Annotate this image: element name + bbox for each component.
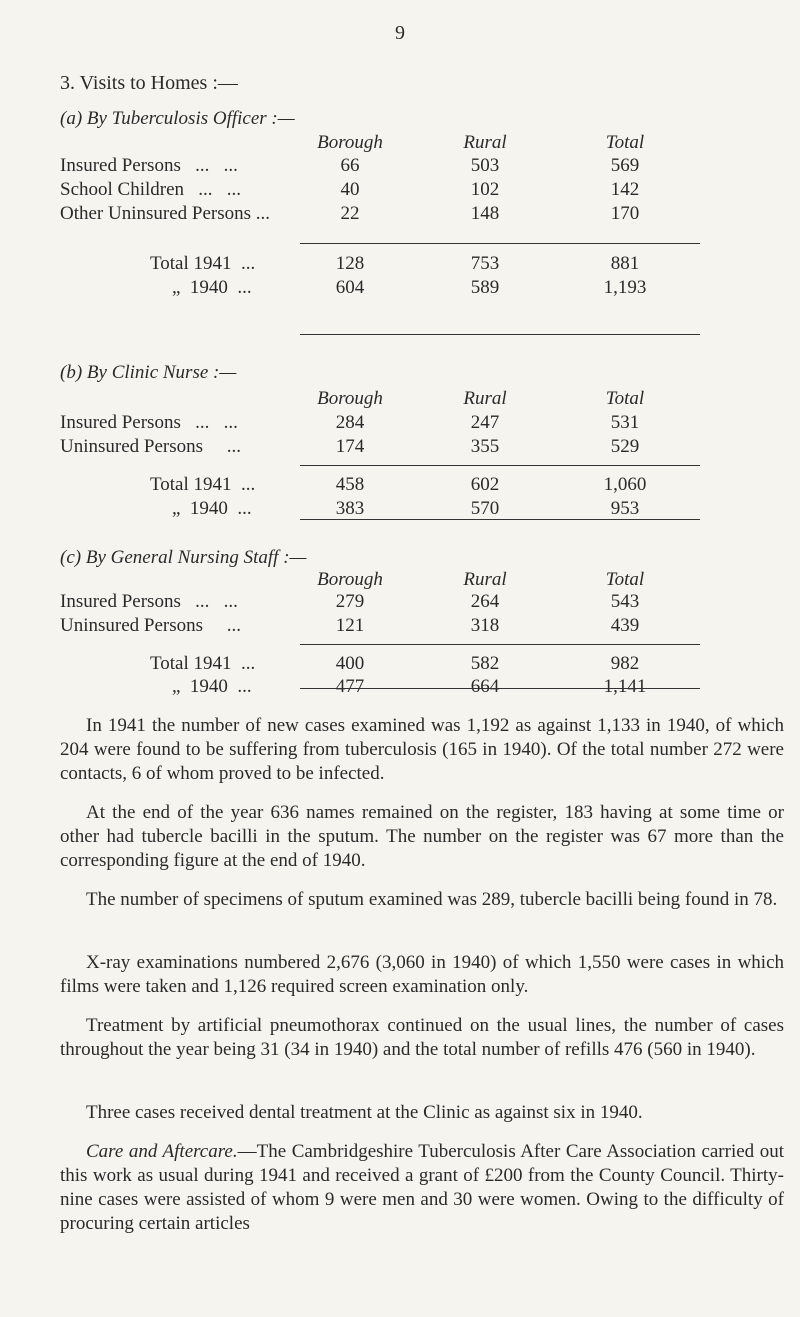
- section-a: [60, 108, 760, 343]
- total-row: „ 1940 ... 477 664 1,141: [172, 676, 647, 697]
- total-row: Total 1941 ... 458 602 1,060: [150, 474, 647, 495]
- section-c: [60, 547, 760, 697]
- table-row: Uninsured Persons ... 174 355 529: [60, 436, 640, 457]
- table-row: School Children ... ... 40 102 142: [60, 179, 640, 200]
- total-row: Total 1941 ... 128 753 881: [150, 253, 640, 274]
- col-total: Total: [605, 132, 645, 153]
- page-number: 9: [395, 22, 405, 44]
- col-rural: Rural: [463, 132, 507, 153]
- col-borough: Borough: [317, 132, 383, 153]
- section-heading: 3. Visits to Homes :—: [60, 72, 238, 94]
- table-row: Other Uninsured Persons ... 22 148 170: [60, 203, 640, 224]
- aftercare-paragraph: [60, 1140, 784, 1236]
- paragraph: Treatment by artificial pneumothorax continued on the usual lines, the number of cases throughout the year being 31 (34 in 1940) and the total number of refills 476 (560 in 1940).: [60, 1015, 784, 1060]
- table-row: Insured Persons ... ... 279 264 543: [60, 591, 640, 612]
- section-b-title: (b) By Clinic Nurse :—: [60, 362, 237, 383]
- divider: [300, 688, 700, 689]
- table-row: Uninsured Persons ... 121 318 439: [60, 615, 640, 636]
- total-row: Total 1941 ... 400 582 982: [150, 653, 640, 674]
- aftercare-text: —The Cambridgeshire Tuberculosis After Care Association carried out this work as usual during 1941 and received a grant of £200 from the County Council. Thirty-nine cases were assisted of whom 9 were men and 30 were women. Owing to the difficulty of procuring certain articles: [60, 1141, 784, 1234]
- section-b: [60, 362, 760, 527]
- aftercare-heading: Care and Aftercare.: [86, 1141, 238, 1162]
- paragraph: The number of specimens of sputum examined was 289, tubercle bacilli being found in 78.: [86, 889, 778, 910]
- divider: [300, 519, 700, 520]
- total-row: „ 1940 ... 604 589 1,193: [172, 277, 647, 298]
- divider: [300, 243, 700, 244]
- paragraph: X-ray examinations numbered 2,676 (3,060 in 1940) of which 1,550 were cases in which films were taken and 1,126 required screen examination only.: [60, 952, 784, 997]
- column-headers: Borough Rural Total: [317, 569, 645, 590]
- table-row: Insured Persons ... ... 66 503 569: [60, 155, 640, 176]
- column-headers: Borough Rural Total: [317, 388, 645, 409]
- divider: [300, 644, 700, 645]
- paragraph: Three cases received dental treatment at the Clinic as against six in 1940.: [86, 1102, 643, 1123]
- section-c-title: (c) By General Nursing Staff :—: [60, 547, 307, 568]
- total-row: „ 1940 ... 383 570 953: [172, 498, 640, 519]
- table-row: Insured Persons ... ... 284 247 531: [60, 412, 640, 433]
- column-headers: [60, 132, 760, 156]
- section-a-title: (a) By Tuberculosis Officer :—: [60, 108, 295, 129]
- divider: [300, 334, 700, 335]
- paragraph: At the end of the year 636 names remained on the register, 183 having at some time or other had tubercle bacilli in the sputum. The number on the register was 67 more than the corresponding figure at the end of 1940.: [60, 802, 784, 871]
- paragraph: In 1941 the number of new cases examined was 1,192 as against 1,133 in 1940, of which 204 were found to be suffering from tuberculosis (165 in 1940). Of the total number 272 were contacts, 6 of whom proved to be infected.: [60, 715, 784, 784]
- divider: [300, 465, 700, 466]
